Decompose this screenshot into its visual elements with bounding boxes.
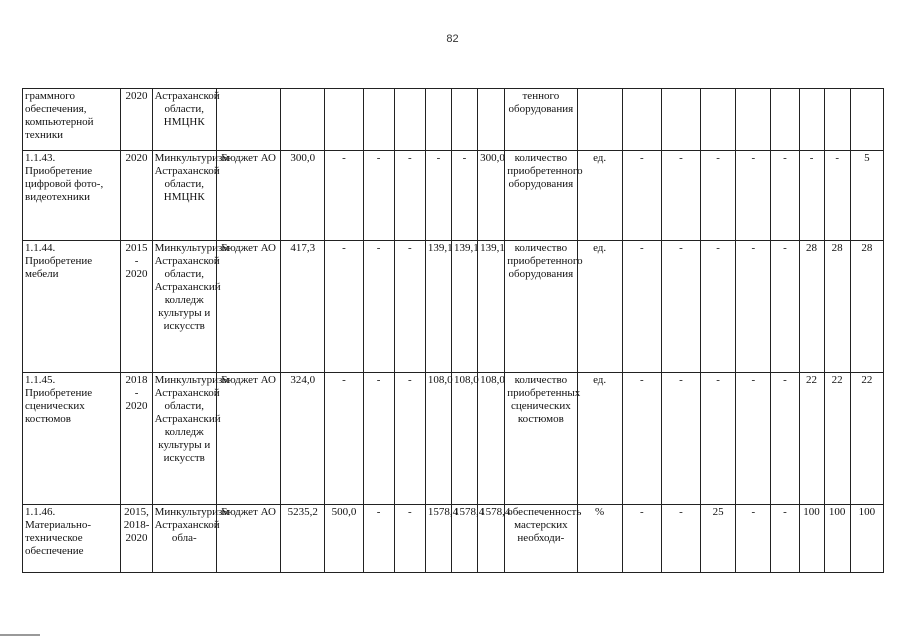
cell-v5: - [771,241,799,373]
cell-v2: - [661,241,700,373]
cell-v6: 100 [799,505,824,573]
cell-years: 2018 - 2020 [121,373,152,505]
cell-v4: - [736,505,771,573]
cell-v4 [736,89,771,151]
cell-v4: - [736,151,771,241]
cell-y2016: - [363,151,394,241]
cell-y2016 [363,89,394,151]
cell-v3: - [701,151,736,241]
cell-y2018: 108,0 [425,373,451,505]
cell-source: Бюджет АО [216,151,280,241]
table-row [23,505,884,573]
cell-executor: Минкультуризм Астраханской обла- [152,505,216,573]
cell-executor: Минкультуризм Астраханской области, Астраханский колледж культуры и искусств [152,241,216,373]
program-table [22,88,884,573]
cell-years: 2020 [121,151,152,241]
cell-v2 [661,89,700,151]
cell-indicator: обеспеченность мастерских необходи- [505,505,577,573]
cell-y2020: 1578,4 [478,505,505,573]
cell-v8: 22 [850,373,883,505]
cell-y2016: - [363,241,394,373]
cell-v2: - [661,505,700,573]
cell-unit [577,89,622,151]
cell-y2018: - [425,151,451,241]
cell-v8: 100 [850,505,883,573]
cell-y2017: - [394,151,425,241]
cell-y2016: - [363,373,394,505]
cell-total: 324,0 [281,373,325,505]
cell-name: 1.1.46. Материально-техническое обеспечение [23,505,121,573]
cell-y2019: 139,1 [451,241,477,373]
cell-executor: Минкультуризм Астраханской области, НМЦНК [152,151,216,241]
cell-name: граммного обеспечения, компьютерной техники [23,89,121,151]
cell-source [216,89,280,151]
cell-v2: - [661,151,700,241]
cell-y2019 [451,89,477,151]
cell-name: 1.1.43. Приобретение цифровой фото-, видеотехники [23,151,121,241]
cell-v3: - [701,373,736,505]
cell-y2020: 300,0 [478,151,505,241]
cell-v6 [799,89,824,151]
cell-y2019: - [451,151,477,241]
cell-v1: - [622,373,661,505]
cell-years: 2020 [121,89,152,151]
cell-total: 417,3 [281,241,325,373]
cell-v7 [824,89,850,151]
cell-v8: 5 [850,151,883,241]
cell-v3 [701,89,736,151]
cell-y2016: - [363,505,394,573]
cell-y2015: - [325,373,363,505]
cell-y2017 [394,89,425,151]
cell-indicator: количество приобретенных сценических костюмов [505,373,577,505]
cell-v6: 28 [799,241,824,373]
cell-source: Бюджет АО [216,241,280,373]
cell-v1: - [622,505,661,573]
cell-y2020: 108,0 [478,373,505,505]
table-row [23,89,884,151]
cell-y2017: - [394,505,425,573]
cell-y2018: 1578,4 [425,505,451,573]
cell-y2015 [325,89,363,151]
cell-executor: Минкультуризм Астраханской области, Астраханский колледж культуры и искусств [152,373,216,505]
cell-unit: ед. [577,373,622,505]
cell-y2017: - [394,241,425,373]
cell-y2020 [478,89,505,151]
cell-name: 1.1.44. Приобретение мебели [23,241,121,373]
cell-v7: - [824,151,850,241]
scan-edge-mark [0,634,40,636]
cell-indicator: количество приобретенного оборудования [505,241,577,373]
cell-y2015: - [325,151,363,241]
cell-name: 1.1.45. Приобретение сценических костюмов [23,373,121,505]
cell-indicator: тенного оборудования [505,89,577,151]
cell-y2015: 500,0 [325,505,363,573]
cell-v1: - [622,151,661,241]
cell-total [281,89,325,151]
cell-v2: - [661,373,700,505]
cell-unit: ед. [577,151,622,241]
cell-v4: - [736,373,771,505]
cell-v1 [622,89,661,151]
table-row [23,241,884,373]
cell-unit: % [577,505,622,573]
cell-v4: - [736,241,771,373]
cell-indicator: количество приобретенного оборудования [505,151,577,241]
cell-v5 [771,89,799,151]
cell-v7: 100 [824,505,850,573]
cell-total: 5235,2 [281,505,325,573]
cell-y2020: 139,1 [478,241,505,373]
table-row [23,373,884,505]
cell-v5: - [771,505,799,573]
cell-v7: 28 [824,241,850,373]
cell-source: Бюджет АО [216,505,280,573]
cell-unit: ед. [577,241,622,373]
cell-v8: 28 [850,241,883,373]
cell-v5: - [771,373,799,505]
table-row [23,151,884,241]
cell-y2015: - [325,241,363,373]
cell-y2018 [425,89,451,151]
cell-source: Бюджет АО [216,373,280,505]
cell-executor: Астраханской области, НМЦНК [152,89,216,151]
cell-y2019: 1578,4 [451,505,477,573]
cell-y2017: - [394,373,425,505]
cell-v6: - [799,151,824,241]
cell-v6: 22 [799,373,824,505]
cell-v5: - [771,151,799,241]
cell-v8 [850,89,883,151]
cell-v7: 22 [824,373,850,505]
page-number: 82 [446,33,459,45]
cell-v3: - [701,241,736,373]
cell-years: 2015 - 2020 [121,241,152,373]
cell-v1: - [622,241,661,373]
cell-y2018: 139,1 [425,241,451,373]
cell-v3: 25 [701,505,736,573]
cell-y2019: 108,0 [451,373,477,505]
cell-total: 300,0 [281,151,325,241]
cell-years: 2015, 2018-2020 [121,505,152,573]
